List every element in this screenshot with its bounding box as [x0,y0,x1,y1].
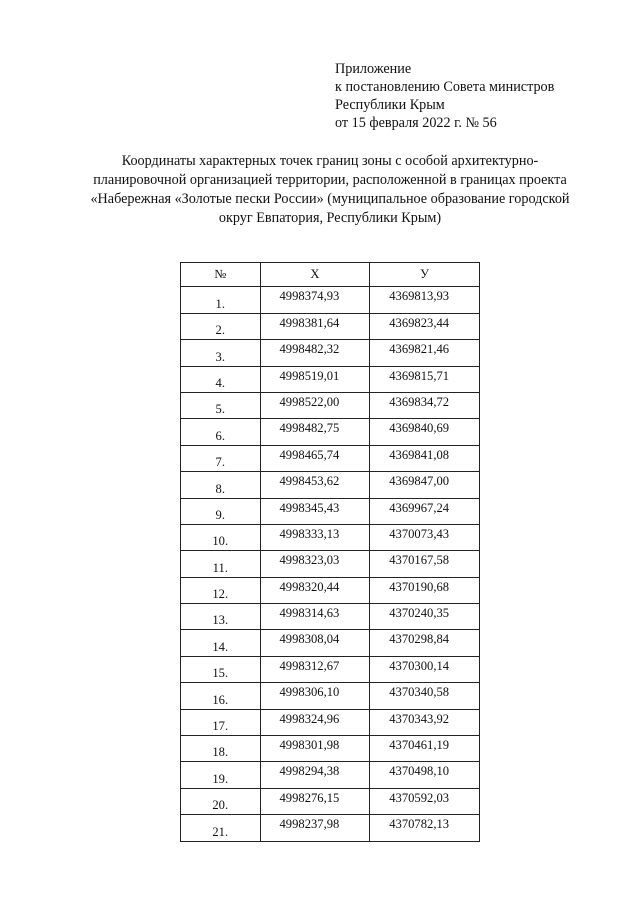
table-row [181,815,480,841]
row-number: 3. [181,340,261,366]
coord-y: 4370190,68 [370,577,480,603]
coordinates-table [180,262,480,842]
row-number: 5. [181,392,261,418]
table-row [181,366,480,392]
table-row [181,340,480,366]
coord-x: 4998312,67 [260,656,370,682]
table-row [181,419,480,445]
coord-y: 4369834,72 [370,392,480,418]
table-row [181,445,480,471]
title-line-1: Координаты характерных точек границ зоны с особой архитектурно- [121,153,539,169]
coord-x: 4998482,32 [260,340,370,366]
header-y: У [370,263,480,287]
table-row [181,498,480,524]
appendix-title: Приложение [335,61,412,77]
row-number: 19. [181,762,261,788]
row-number: 16. [181,683,261,709]
coord-y: 4369823,44 [370,313,480,339]
coord-x: 4998453,62 [260,472,370,498]
table-row [181,683,480,709]
coord-y: 4369840,69 [370,419,480,445]
table-row [181,313,480,339]
table-row [181,709,480,735]
coord-x: 4998320,44 [260,577,370,603]
table-row [181,577,480,603]
coord-x: 4998345,43 [260,498,370,524]
title-line-3: «Набережная «Золотые пески России» (муниципальное образование городской [90,191,570,207]
coord-x: 4998522,00 [260,392,370,418]
row-number: 20. [181,788,261,814]
coord-x: 4998381,64 [260,313,370,339]
coord-y: 4370343,92 [370,709,480,735]
table-body [181,287,480,841]
coord-x: 4998237,98 [260,815,370,841]
coord-y: 4369821,46 [370,340,480,366]
coord-y: 4370592,03 [370,788,480,814]
table-row [181,287,480,313]
row-number: 18. [181,736,261,762]
appendix-date-number: от 15 февраля 2022 г. № 56 [335,115,497,131]
coord-y: 4370298,84 [370,630,480,656]
coord-y: 4369847,00 [370,472,480,498]
appendix-resolution-ref: к постановлению Совета министров [335,79,555,95]
row-number: 11. [181,551,261,577]
row-number: 14. [181,630,261,656]
coord-x: 4998333,13 [260,524,370,550]
coord-y: 4369841,08 [370,445,480,471]
coord-x: 4998374,93 [260,287,370,313]
header-x: X [260,263,370,287]
coord-x: 4998323,03 [260,551,370,577]
row-number: 8. [181,472,261,498]
coord-y: 4370240,35 [370,604,480,630]
coord-x: 4998276,15 [260,788,370,814]
table-row [181,630,480,656]
row-number: 1. [181,287,261,313]
coord-x: 4998294,38 [260,762,370,788]
coord-x: 4998324,96 [260,709,370,735]
header-number: № [181,263,261,287]
row-number: 4. [181,366,261,392]
coord-x: 4998519,01 [260,366,370,392]
row-number: 10. [181,524,261,550]
coord-y: 4370461,19 [370,736,480,762]
coord-x: 4998308,04 [260,630,370,656]
row-number: 13. [181,604,261,630]
row-number: 2. [181,313,261,339]
table-row [181,656,480,682]
row-number: 15. [181,656,261,682]
appendix-republic: Республики Крым [335,97,445,113]
coord-y: 4370498,10 [370,762,480,788]
appendix-block [335,60,554,132]
table-row [181,551,480,577]
document-title [60,152,600,228]
table-row [181,762,480,788]
row-number: 12. [181,577,261,603]
coord-x: 4998482,75 [260,419,370,445]
coord-y: 4370340,58 [370,683,480,709]
table-row [181,392,480,418]
coord-y: 4370167,58 [370,551,480,577]
table-row [181,788,480,814]
row-number: 17. [181,709,261,735]
table-row [181,736,480,762]
table-row [181,524,480,550]
coord-x: 4998301,98 [260,736,370,762]
title-line-4: округ Евпатория, Республики Крым) [218,210,442,226]
row-number: 9. [181,498,261,524]
coord-x: 4998314,63 [260,604,370,630]
coord-y: 4369815,71 [370,366,480,392]
coord-x: 4998306,10 [260,683,370,709]
title-line-2: планировочной организацией территории, расположенной в границах проекта [93,172,567,188]
row-number: 7. [181,445,261,471]
coord-y: 4369967,24 [370,498,480,524]
table-row [181,472,480,498]
row-number: 6. [181,419,261,445]
row-number: 21. [181,815,261,841]
table-row [181,604,480,630]
coord-y: 4370300,14 [370,656,480,682]
coord-x: 4998465,74 [260,445,370,471]
coord-y: 4370782,13 [370,815,480,841]
coord-y: 4370073,43 [370,524,480,550]
table-header-row [181,263,480,287]
coord-y: 4369813,93 [370,287,480,313]
